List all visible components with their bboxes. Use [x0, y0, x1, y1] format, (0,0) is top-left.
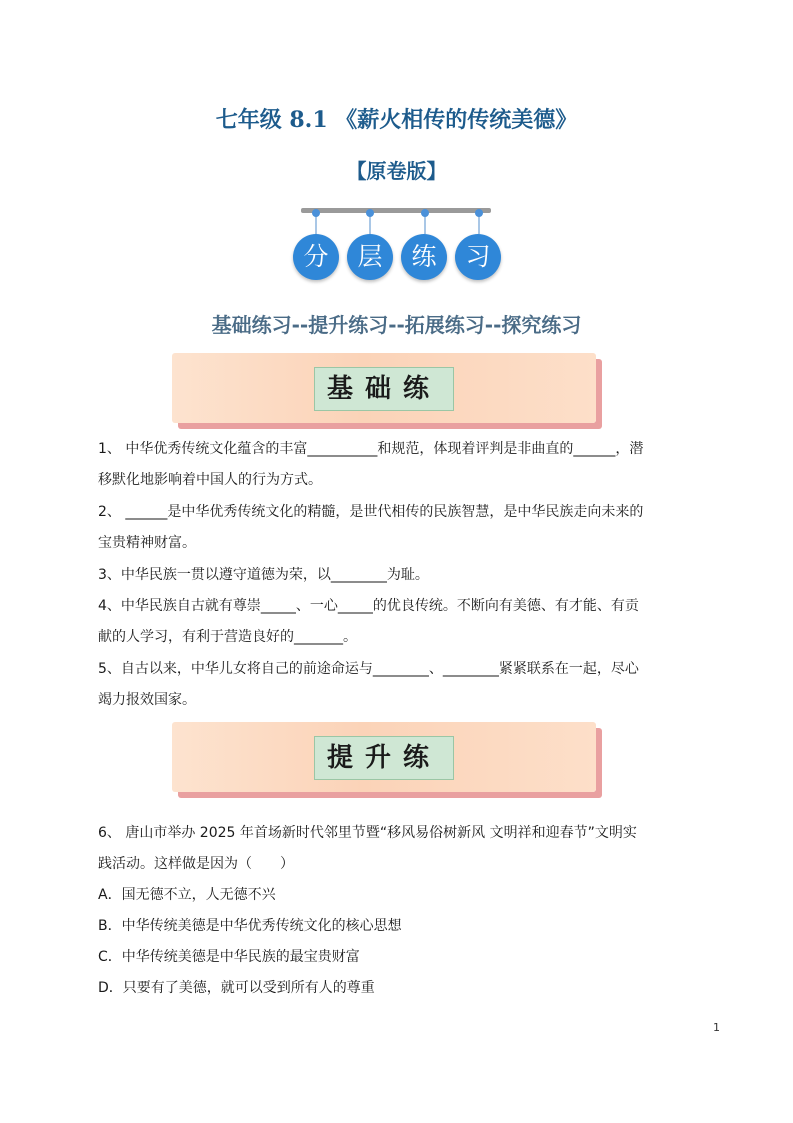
- question-1-line-1: 1、 中华优秀传统文化蕴含的丰富__________和规范，体现着评判是非曲直的______，潜: [98, 441, 644, 457]
- rail-pin-3: [424, 212, 426, 234]
- sections-line: 基础练习--提升练习--拓展练习--探究练习: [211, 313, 582, 337]
- rail-pin-2: [369, 212, 371, 234]
- question-1-line-2: 移默化地影响着中国人的行为方式。: [98, 472, 322, 488]
- basic-banner-label: 基础练: [314, 367, 454, 411]
- basic-banner: [172, 353, 596, 423]
- question-6-line-1: 6、 唐山市举办 2025 年首场新时代邻里节暨“移风易俗树新风 文明祥和迎春节”文明实: [98, 825, 637, 841]
- question-3: [98, 560, 723, 591]
- circle-label-4: 习: [455, 234, 501, 280]
- question-4-line-2: 献的人学习，有利于营造良好的_______。: [98, 629, 357, 645]
- question-1: [98, 434, 723, 496]
- question-2-line-1: 2、 ______是中华优秀传统文化的精髓，是世代相传的民族智慧，是中华民族走向未来的: [98, 504, 644, 520]
- question-4: [98, 591, 723, 653]
- option-d: D．只要有了美德，就可以受到所有人的尊重: [98, 980, 375, 996]
- question-5-line-1: 5、自古以来，中华儿女将自己的前途命运与________、________紧紧联系在一起，尽心: [98, 661, 639, 677]
- question-5: [98, 654, 723, 716]
- advanced-banner: [172, 722, 596, 792]
- question-2: [98, 497, 723, 559]
- circle-label-3: 练: [401, 234, 447, 280]
- page-number: 1: [713, 1021, 720, 1034]
- rail-pin-1: [315, 212, 317, 234]
- document-title: 七年级 8.1 《薪火相传的传统美德》: [215, 107, 578, 133]
- question-2-line-2: 宝贵精神财富。: [98, 535, 196, 551]
- question-4-line-1: 4、中华民族自古就有尊崇_____、一心_____的优良传统。不断向有美德、有才能、有贡: [98, 598, 639, 614]
- option-a: A．国无德不立，人无德不兴: [98, 887, 276, 903]
- rail-pin-4: [478, 212, 480, 234]
- option-c: C．中华传统美德是中华民族的最宝贵财富: [98, 949, 360, 965]
- question-5-line-2: 竭力报效国家。: [98, 692, 196, 708]
- advanced-banner-label: 提升练: [314, 736, 454, 780]
- document-subtitle: 【原卷版】: [346, 159, 447, 183]
- option-b: B．中华传统美德是中华优秀传统文化的核心思想: [98, 918, 402, 934]
- circle-label-1: 分: [293, 234, 339, 280]
- question-3-line-1: 3、中华民族一贯以遵守道德为荣，以________为耻。: [98, 567, 429, 583]
- circle-label-2: 层: [347, 234, 393, 280]
- decorative-rail: [301, 208, 491, 213]
- question-6-line-2: 践活动。这样做是因为（ ）: [98, 856, 294, 872]
- question-6: [98, 818, 723, 880]
